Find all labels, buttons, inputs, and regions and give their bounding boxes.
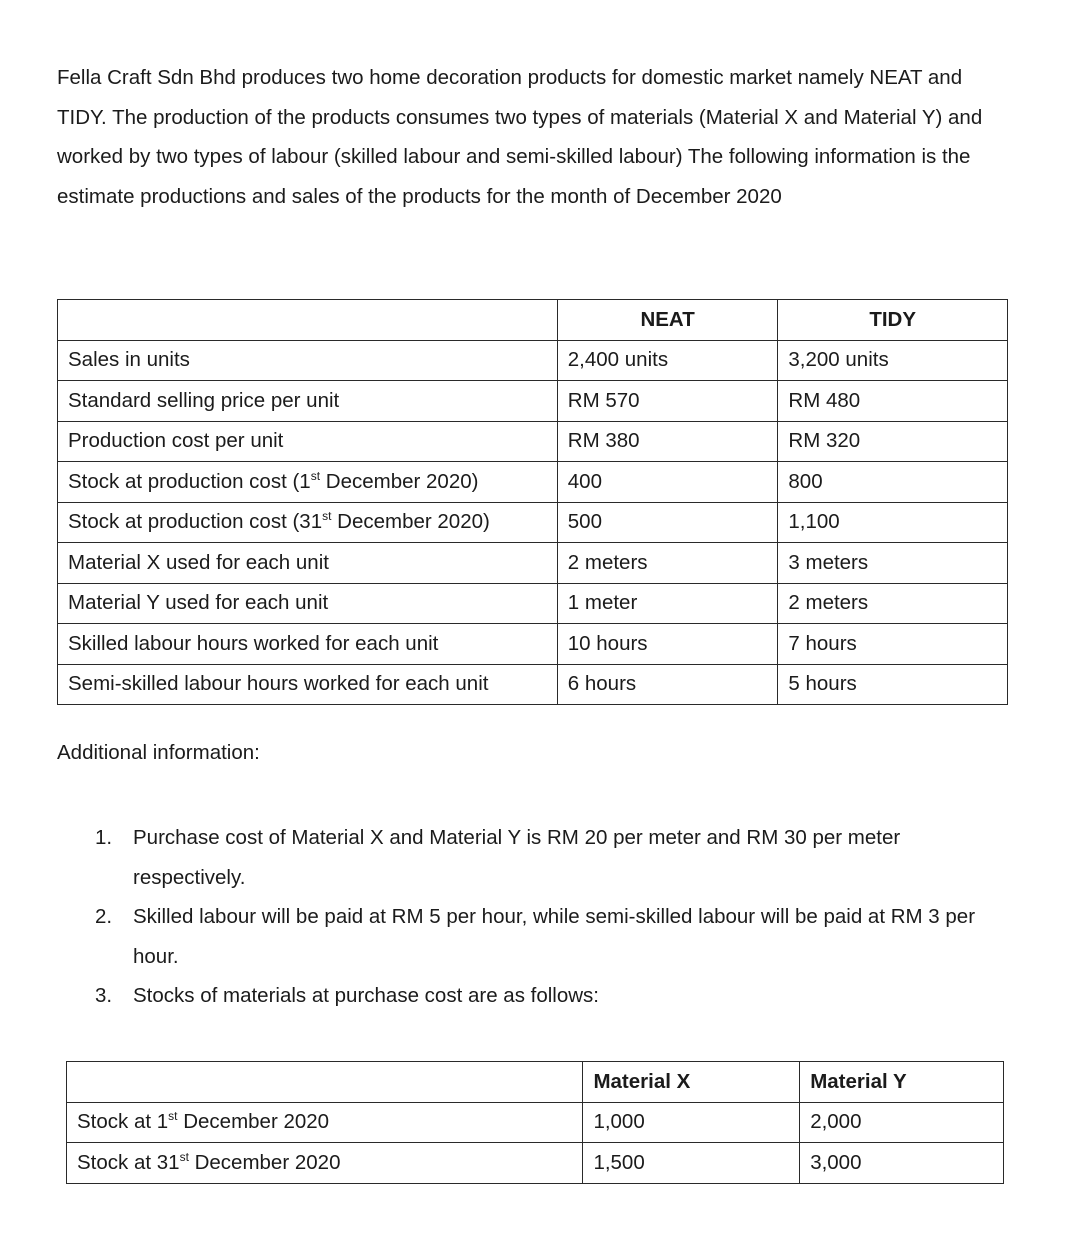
intro-paragraph: Fella Craft Sdn Bhd produces two home decoration products for domestic market namely NEAT and TIDY. The production of the products consumes two types of materials (Material X and Material Y) and worked by two types of labour (skilled labour and semi-skilled labour) The following information is the estimate productions and sales of the products for the month of December 2020 bbox=[57, 66, 983, 208]
tidy-value: 7 hours bbox=[778, 624, 1008, 665]
row-label: Stock at production cost (31st December 2020) bbox=[58, 502, 558, 543]
tidy-value: RM 480 bbox=[778, 381, 1008, 422]
list-item-number: 2. bbox=[95, 905, 113, 928]
row-label: Skilled labour hours worked for each unit bbox=[58, 624, 558, 665]
neat-value: RM 380 bbox=[557, 421, 778, 462]
list-item-text: Skilled labour will be paid at RM 5 per hour, while semi-skilled labour will be paid at RM 3 per hour. bbox=[133, 905, 976, 968]
neat-value: RM 570 bbox=[557, 381, 778, 422]
list-item bbox=[95, 818, 995, 897]
header-material-y: Material Y bbox=[800, 1062, 1004, 1103]
table-row bbox=[58, 462, 1008, 503]
table-row bbox=[58, 381, 1008, 422]
row-label: Stock at 1st December 2020 bbox=[67, 1102, 583, 1143]
tidy-value: 2 meters bbox=[778, 583, 1008, 624]
table-row bbox=[58, 502, 1008, 543]
header-empty-cell bbox=[58, 300, 558, 341]
list-item-text: Purchase cost of Material X and Material Y is RM 20 per meter and RM 30 per meter respectively. bbox=[133, 826, 901, 889]
header-neat: NEAT bbox=[557, 300, 778, 341]
header-tidy: TIDY bbox=[778, 300, 1008, 341]
header-material-x: Material X bbox=[583, 1062, 800, 1103]
neat-value: 400 bbox=[557, 462, 778, 503]
table-row bbox=[58, 340, 1008, 381]
row-label: Sales in units bbox=[58, 340, 558, 381]
header-empty-cell bbox=[67, 1062, 583, 1103]
additional-info-heading: Additional information: bbox=[57, 741, 260, 764]
neat-value: 2,400 units bbox=[557, 340, 778, 381]
row-label: Stock at production cost (1st December 2020) bbox=[58, 462, 558, 503]
tidy-value: 3,200 units bbox=[778, 340, 1008, 381]
table-row bbox=[58, 664, 1008, 705]
table-row bbox=[58, 543, 1008, 584]
neat-value: 10 hours bbox=[557, 624, 778, 665]
material-x-value: 1,000 bbox=[583, 1102, 800, 1143]
list-item bbox=[95, 897, 995, 976]
row-label: Stock at 31st December 2020 bbox=[67, 1143, 583, 1184]
material-x-value: 1,500 bbox=[583, 1143, 800, 1184]
list-item-number: 3. bbox=[95, 984, 113, 1007]
product-estimates-table bbox=[57, 299, 1008, 705]
table-header-row bbox=[67, 1062, 1004, 1103]
table-header-row bbox=[58, 300, 1008, 341]
tidy-value: 1,100 bbox=[778, 502, 1008, 543]
row-label: Material Y used for each unit bbox=[58, 583, 558, 624]
neat-value: 500 bbox=[557, 502, 778, 543]
table-row bbox=[58, 421, 1008, 462]
table-row bbox=[67, 1143, 1004, 1184]
tidy-value: 3 meters bbox=[778, 543, 1008, 584]
material-y-value: 2,000 bbox=[800, 1102, 1004, 1143]
tidy-value: 800 bbox=[778, 462, 1008, 503]
neat-value: 2 meters bbox=[557, 543, 778, 584]
tidy-value: RM 320 bbox=[778, 421, 1008, 462]
neat-value: 1 meter bbox=[557, 583, 778, 624]
row-label: Standard selling price per unit bbox=[58, 381, 558, 422]
table-row bbox=[58, 583, 1008, 624]
list-item-number: 1. bbox=[95, 826, 113, 849]
table-row bbox=[67, 1102, 1004, 1143]
additional-info-list bbox=[95, 818, 995, 1016]
neat-value: 6 hours bbox=[557, 664, 778, 705]
row-label: Material X used for each unit bbox=[58, 543, 558, 584]
table-row bbox=[58, 624, 1008, 665]
row-label: Production cost per unit bbox=[58, 421, 558, 462]
row-label: Semi-skilled labour hours worked for each unit bbox=[58, 664, 558, 705]
list-item bbox=[95, 976, 995, 1016]
material-y-value: 3,000 bbox=[800, 1143, 1004, 1184]
list-item-text: Stocks of materials at purchase cost are as follows: bbox=[133, 984, 600, 1007]
material-stock-table bbox=[66, 1061, 1004, 1184]
tidy-value: 5 hours bbox=[778, 664, 1008, 705]
